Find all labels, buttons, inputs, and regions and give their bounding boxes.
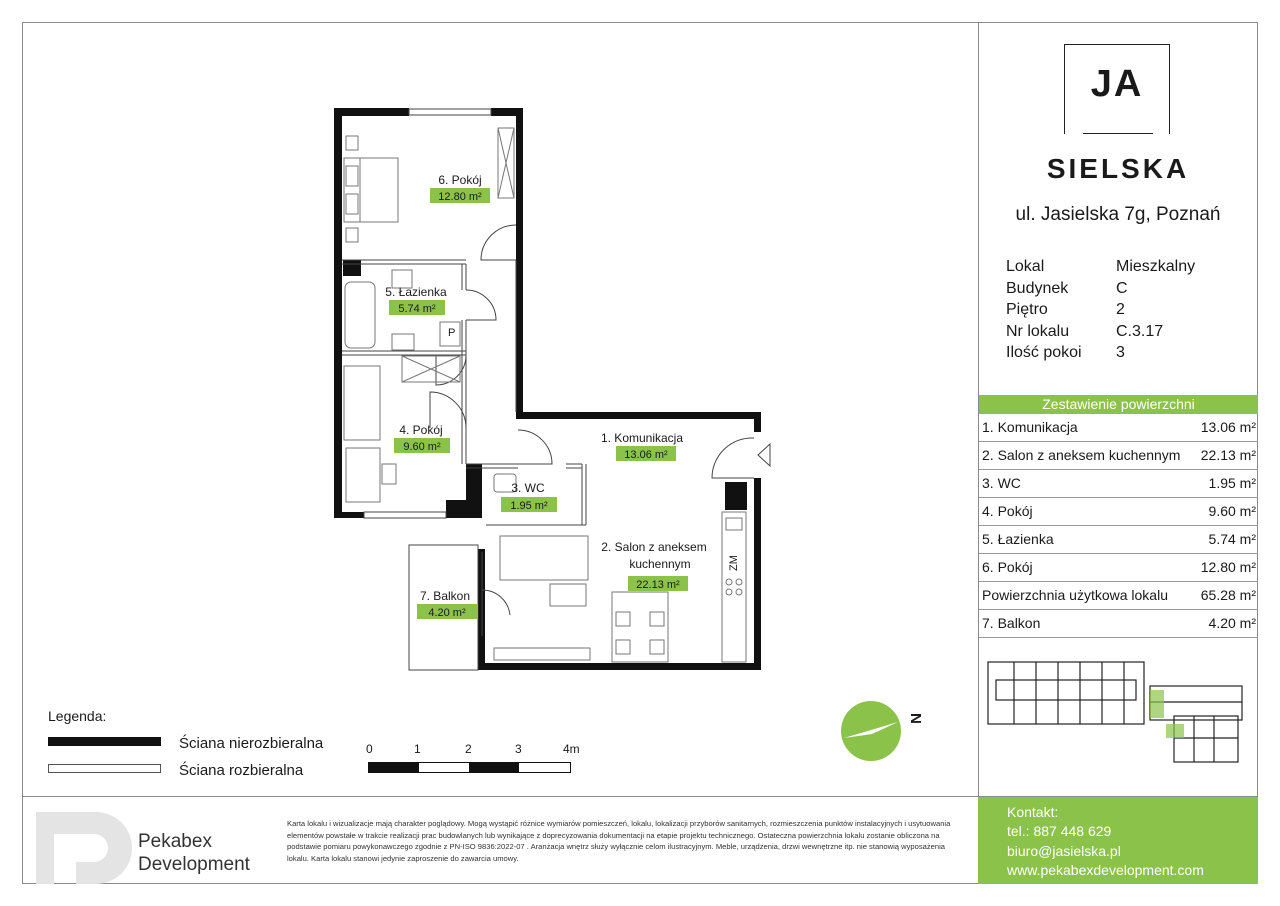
table-row: 1. Komunikacja 13.06 m² bbox=[979, 414, 1258, 442]
contact-email[interactable]: biuro@jasielska.pl bbox=[1007, 843, 1121, 859]
area-table bbox=[979, 395, 1258, 638]
table-row: 2. Salon z aneksem kuchennym 22.13 m² bbox=[979, 442, 1258, 470]
svg-text:4. Pokój: 4. Pokój bbox=[399, 423, 443, 437]
svg-text:12.80 m²: 12.80 m² bbox=[438, 191, 482, 203]
room-label-3 bbox=[501, 481, 557, 512]
svg-text:1.95 m²: 1.95 m² bbox=[510, 500, 548, 512]
developer-logo-icon bbox=[36, 812, 132, 884]
scale-bar bbox=[368, 762, 571, 773]
scale-label: 0 bbox=[366, 742, 373, 756]
svg-text:3. WC: 3. WC bbox=[511, 481, 545, 495]
logo-underline bbox=[1083, 133, 1153, 134]
legend-open-swatch bbox=[48, 764, 161, 773]
svg-text:22.13 m²: 22.13 m² bbox=[636, 579, 680, 591]
svg-text:13.06 m²: 13.06 m² bbox=[624, 449, 668, 461]
contact-panel bbox=[978, 797, 1258, 884]
brand-logo bbox=[1064, 44, 1170, 134]
legend-solid-swatch bbox=[48, 737, 161, 746]
contact-phone[interactable]: tel.: 887 448 629 bbox=[1007, 823, 1112, 839]
room-label-1 bbox=[601, 431, 683, 461]
entrance-icon bbox=[758, 444, 770, 466]
scale-label: 4m bbox=[563, 742, 580, 756]
developer-name bbox=[138, 830, 250, 876]
address: ul. Jasielska 7g, Poznań bbox=[1015, 204, 1221, 225]
table-row: 7. Balkon 4.20 m² bbox=[979, 610, 1258, 638]
table-row: 5. Łazienka 5.74 m² bbox=[979, 526, 1258, 554]
legend-title: Legenda: bbox=[48, 708, 107, 724]
developer-line-2: Development bbox=[138, 854, 250, 875]
scale-label: 2 bbox=[465, 742, 472, 756]
table-row-total: Powierzchnia użytkowa lokalu 65.28 m² bbox=[979, 582, 1258, 610]
area-table-header: Zestawienie powierzchni bbox=[979, 395, 1258, 414]
svg-text:9.60 m²: 9.60 m² bbox=[403, 441, 441, 453]
brand-name: SIELSKA bbox=[1046, 153, 1190, 184]
fridge-mark: ZM bbox=[728, 555, 740, 571]
svg-text:5. Łazienka: 5. Łazienka bbox=[385, 285, 447, 299]
room-label-7 bbox=[417, 589, 477, 619]
brand-mark: JA bbox=[1090, 63, 1144, 105]
room-label-6 bbox=[430, 173, 490, 203]
legend-solid-label: Ściana nierozbieralna bbox=[179, 735, 324, 752]
bath-parking-mark: P bbox=[448, 327, 456, 339]
info-row: Budynek C bbox=[1006, 279, 1128, 297]
svg-text:kuchennym: kuchennym bbox=[629, 557, 691, 571]
room-label-5 bbox=[385, 285, 447, 315]
svg-text:4.20 m²: 4.20 m² bbox=[428, 607, 466, 619]
info-row: Nr lokalu C.3.17 bbox=[1006, 322, 1164, 340]
site-plan bbox=[984, 650, 1250, 770]
table-row: 3. WC 1.95 m² bbox=[979, 470, 1258, 498]
table-row: 4. Pokój 9.60 m² bbox=[979, 498, 1258, 526]
info-row: Lokal Mieszkalny bbox=[1006, 258, 1196, 275]
info-row: Piętro 2 bbox=[1006, 301, 1125, 318]
scale-label: 3 bbox=[515, 742, 522, 756]
compass-north-label: N bbox=[907, 713, 925, 724]
disclaimer: Karta lokalu i wizualizacje mają charakter poglądowy. Mogą wystąpić różnice wymiarów pomieszczeń, lokalu, lokalizacji przyborów sanitarnych, rozmieszczenia punktów instalacyjnych i usytuowania elementów powstałe w trakcie realizacji prac budowlanych lub wynikające z doprecyzowania dokumentacji na etapie projektu technicznego. Ostateczna powierzchnia lokalu zostanie obliczona na podstawie pomiaru powykonawczego zgodnie z PN-ISO 9836:2022-07 . Aranżacja wnętrz służy wyłącznie celom ilustracyjnym. Meble, urządzenia, drzwi wewnętrzne itp. nie stanowią wyposażenia lokalu. Karta lokalu stanowi jedynie zaproszenie do zawarcia umowy. bbox=[287, 819, 951, 863]
unit-info bbox=[1006, 258, 1246, 366]
svg-text:6. Pokój: 6. Pokój bbox=[438, 173, 482, 187]
scale-label: 1 bbox=[414, 742, 421, 756]
svg-text:7. Balkon: 7. Balkon bbox=[419, 589, 471, 603]
svg-text:1. Komunikacja: 1. Komunikacja bbox=[600, 431, 684, 445]
developer-line-1: Pekabex bbox=[138, 831, 212, 852]
room-label-2 bbox=[601, 540, 706, 591]
compass-icon bbox=[838, 698, 904, 764]
contact-website[interactable]: www.pekabexdevelopment.com bbox=[1007, 862, 1204, 878]
info-row: Ilość pokoi 3 bbox=[1006, 344, 1125, 361]
legend-open-label: Ściana rozbieralna bbox=[179, 762, 304, 779]
room-label-4 bbox=[394, 423, 450, 453]
svg-text:2. Salon z aneksem: 2. Salon z aneksem bbox=[601, 540, 707, 554]
table-row: 6. Pokój 12.80 m² bbox=[979, 554, 1258, 582]
svg-text:5.74 m²: 5.74 m² bbox=[398, 303, 436, 315]
contact-title: Kontakt: bbox=[1007, 804, 1059, 820]
